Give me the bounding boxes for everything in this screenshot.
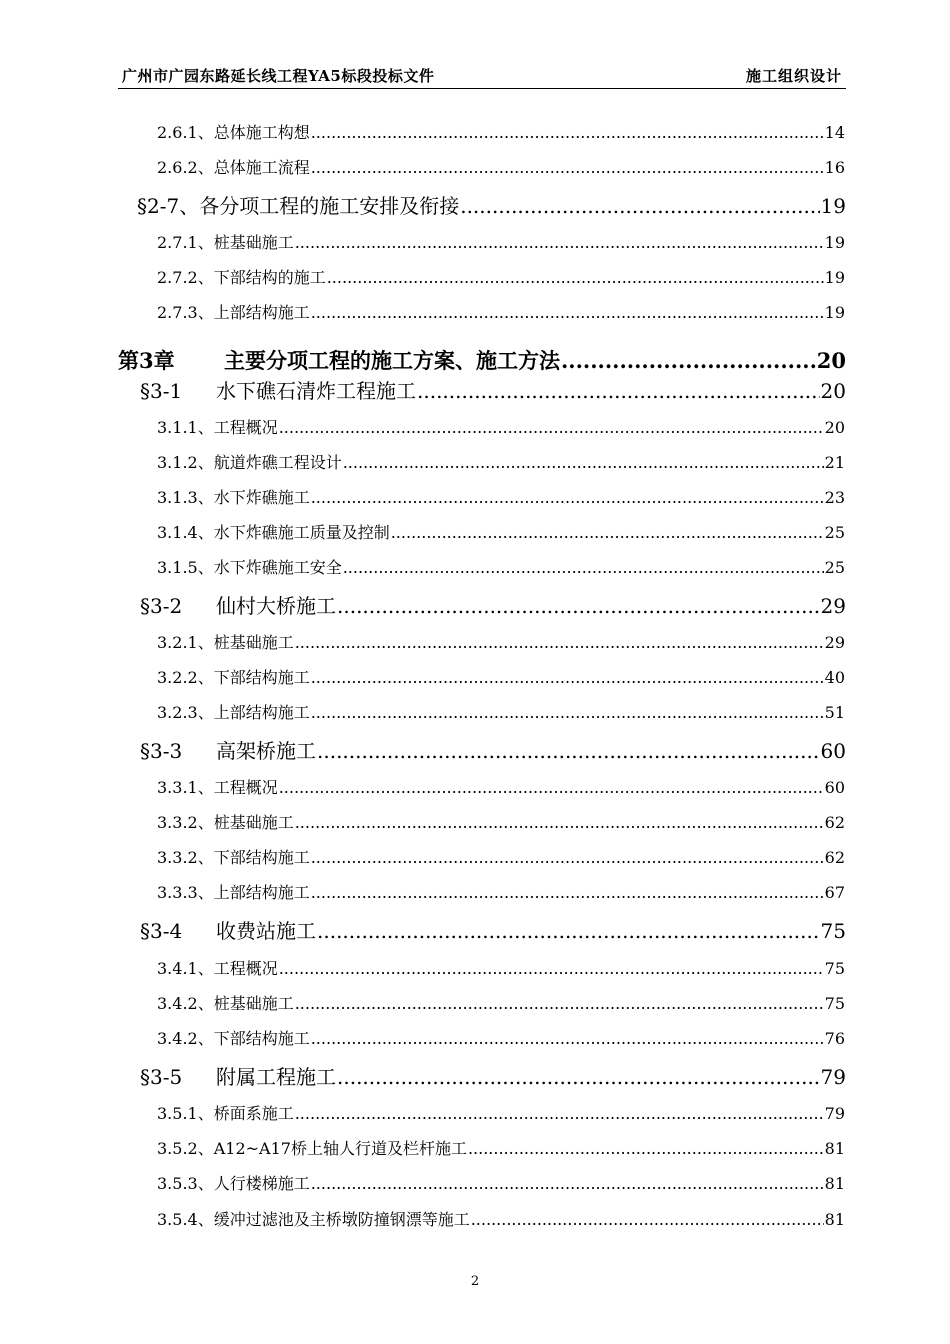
- toc-entry[interactable]: [157, 415, 845, 438]
- toc-entry-page: 19: [824, 233, 845, 252]
- toc-entry[interactable]: [157, 1171, 845, 1194]
- toc-entry-page: 81: [824, 1174, 845, 1193]
- toc-entry-page: 62: [824, 813, 845, 832]
- toc-entry-label: 高架桥施工: [216, 739, 316, 763]
- toc-chapter-number: 第3章: [118, 348, 175, 373]
- toc-section-entry[interactable]: [137, 190, 846, 219]
- toc-entry[interactable]: [157, 1136, 845, 1159]
- toc-entry-label: 3.3.1、工程概况: [157, 778, 278, 797]
- toc-entry-page: 25: [824, 558, 845, 577]
- toc-entry[interactable]: [157, 1101, 845, 1124]
- toc-entry-page: 20: [816, 348, 846, 373]
- toc-section-number: §3-1: [140, 379, 183, 403]
- toc-entry-page: 75: [824, 959, 845, 978]
- toc-leader-dots: [311, 488, 824, 507]
- toc-leader-dots: [471, 1210, 824, 1229]
- page-number: 2: [470, 1274, 480, 1289]
- toc-section-entry[interactable]: [140, 590, 846, 619]
- toc-entry[interactable]: [157, 555, 845, 578]
- toc-entry-page: 19: [824, 268, 845, 287]
- toc-entry-label: 3.1.1、工程概况: [157, 418, 278, 437]
- toc-leader-dots: [327, 268, 824, 287]
- toc-leader-dots: [561, 348, 816, 373]
- toc-leader-dots: [311, 123, 824, 142]
- page-header: [118, 64, 846, 89]
- toc-entry[interactable]: [157, 300, 845, 323]
- toc-entry-page: 60: [824, 778, 845, 797]
- toc-entry-page: 29: [824, 633, 845, 652]
- toc-leader-dots: [279, 959, 824, 978]
- toc-leader-dots: [311, 303, 824, 322]
- toc-entry[interactable]: [157, 120, 845, 143]
- toc-entry-page: 20: [824, 418, 845, 437]
- toc-leader-dots: [311, 703, 824, 722]
- toc-entry-label: 3.1.5、水下炸礁施工安全: [157, 558, 342, 577]
- toc-leader-dots: [311, 883, 824, 902]
- toc-entry[interactable]: [157, 845, 845, 868]
- toc-section-number: §3-2: [140, 594, 183, 618]
- toc-section-entry[interactable]: [140, 1061, 846, 1090]
- toc-leader-dots: [337, 594, 820, 618]
- toc-section-entry[interactable]: [140, 375, 846, 404]
- toc-leader-dots: [279, 778, 824, 797]
- toc-entry-label: 2.6.1、总体施工构想: [157, 123, 310, 142]
- toc-entry-page: 19: [824, 303, 845, 322]
- toc-entry-label: 3.5.2、A12~A17桥上轴人行道及栏杆施工: [157, 1139, 467, 1158]
- toc-entry-page: 67: [824, 883, 845, 902]
- toc-entry[interactable]: [157, 485, 845, 508]
- toc-entry-label: 主要分项工程的施工方案、施工方法: [224, 348, 560, 373]
- toc-entry-page: 79: [824, 1104, 845, 1123]
- toc-entry-page: 16: [824, 158, 845, 177]
- toc-section-number: §3-5: [140, 1065, 183, 1089]
- toc-entry[interactable]: [157, 991, 845, 1014]
- toc-entry[interactable]: [157, 810, 845, 833]
- toc-entry-label: 2.7.3、上部结构施工: [157, 303, 310, 322]
- toc-entry[interactable]: [157, 450, 845, 473]
- toc-entry-label: 3.3.2、桩基础施工: [157, 813, 294, 832]
- header-section-title: 施工组织设计: [745, 67, 842, 85]
- toc-entry-page: 40: [824, 668, 845, 687]
- toc-entry-label: 3.1.2、航道炸礁工程设计: [157, 453, 342, 472]
- toc-entry-page: 21: [824, 453, 845, 472]
- toc-leader-dots: [337, 1065, 820, 1089]
- toc-entry-label: 2.7.1、桩基础施工: [157, 233, 294, 252]
- toc-entry-label: 3.3.2、下部结构施工: [157, 848, 310, 867]
- toc-leader-dots: [417, 379, 820, 403]
- toc-entry[interactable]: [157, 265, 845, 288]
- toc-leader-dots: [295, 813, 824, 832]
- toc-entry-page: 19: [820, 194, 846, 218]
- toc-leader-dots: [460, 194, 819, 218]
- toc-section-number: §3-3: [140, 739, 183, 763]
- toc-entry-label: 3.5.4、缓冲过滤池及主桥墩防撞钢漂等施工: [157, 1210, 470, 1229]
- toc-entry[interactable]: [157, 1207, 845, 1230]
- toc-section-entry[interactable]: [140, 735, 846, 764]
- toc-entry-label: 2.6.2、总体施工流程: [157, 158, 310, 177]
- toc-entry-page: 76: [824, 1029, 845, 1048]
- toc-entry-label: 3.3.3、上部结构施工: [157, 883, 310, 902]
- toc-entry[interactable]: [157, 630, 845, 653]
- toc-leader-dots: [295, 1104, 824, 1123]
- toc-leader-dots: [317, 739, 820, 763]
- toc-entry-label: 水下礁石清炸工程施工: [216, 379, 416, 403]
- toc-entry[interactable]: [157, 1026, 845, 1049]
- toc-leader-dots: [311, 1029, 824, 1048]
- toc-entry-page: 14: [824, 123, 845, 142]
- toc-entry-page: 75: [820, 919, 846, 943]
- toc-entry-page: 51: [824, 703, 845, 722]
- toc-entry-page: 23: [824, 488, 845, 507]
- toc-entry-page: 20: [820, 379, 846, 403]
- toc-entry-label: 3.1.4、水下炸礁施工质量及控制: [157, 523, 390, 542]
- toc-leader-dots: [279, 418, 824, 437]
- toc-entry-page: 81: [824, 1139, 845, 1158]
- toc-entry[interactable]: [157, 520, 845, 543]
- toc-section-number: §3-4: [140, 919, 183, 943]
- toc-entry[interactable]: [157, 155, 845, 178]
- toc-entry-page: 62: [824, 848, 845, 867]
- toc-entry[interactable]: [157, 230, 845, 253]
- toc-entry-label: 附属工程施工: [216, 1065, 336, 1089]
- toc-entry-label: 3.2.2、下部结构施工: [157, 668, 310, 687]
- toc-entry-label: 3.2.1、桩基础施工: [157, 633, 294, 652]
- toc-entry-page: 29: [820, 594, 846, 618]
- toc-chapter-entry[interactable]: [118, 345, 846, 375]
- toc-entry-page: 75: [824, 994, 845, 1013]
- toc-leader-dots: [391, 523, 824, 542]
- toc-entry-label: 3.4.2、下部结构施工: [157, 1029, 310, 1048]
- toc-leader-dots: [343, 453, 824, 472]
- toc-leader-dots: [311, 1174, 824, 1193]
- toc-entry-page: 79: [820, 1065, 846, 1089]
- toc-entry-label: 2.7.2、下部结构的施工: [157, 268, 326, 287]
- toc-entry-label: 3.4.1、工程概况: [157, 959, 278, 978]
- toc-entry-label: 仙村大桥施工: [216, 594, 336, 618]
- toc-entry[interactable]: [157, 956, 845, 979]
- toc-leader-dots: [343, 558, 824, 577]
- toc-entry[interactable]: [157, 665, 845, 688]
- toc-leader-dots: [295, 633, 824, 652]
- toc-entry-label: 收费站施工: [216, 919, 316, 943]
- toc-leader-dots: [468, 1139, 824, 1158]
- toc-leader-dots: [317, 919, 820, 943]
- toc-entry-page: 60: [820, 739, 846, 763]
- toc-entry-page: 81: [824, 1210, 845, 1229]
- toc-entry-page: 25: [824, 523, 845, 542]
- toc-entry[interactable]: [157, 700, 845, 723]
- toc-entry-label: 3.4.2、桩基础施工: [157, 994, 294, 1013]
- toc-entry-label: 3.5.3、人行楼梯施工: [157, 1174, 310, 1193]
- toc-leader-dots: [295, 994, 824, 1013]
- toc-section-entry[interactable]: [140, 915, 846, 944]
- header-document-title: 广州市广园东路延长线工程YA5标段投标文件: [122, 67, 435, 85]
- toc-leader-dots: [311, 848, 824, 867]
- toc-leader-dots: [295, 233, 824, 252]
- toc-entry-label: 3.2.3、上部结构施工: [157, 703, 310, 722]
- toc-entry-label: 3.5.1、桥面系施工: [157, 1104, 294, 1123]
- toc-entry[interactable]: [157, 880, 845, 903]
- toc-leader-dots: [311, 668, 824, 687]
- toc-entry-label: 3.1.3、水下炸礁施工: [157, 488, 310, 507]
- toc-entry[interactable]: [157, 775, 845, 798]
- toc-entry-label: §2-7、各分项工程的施工安排及衔接: [137, 194, 460, 218]
- toc-leader-dots: [311, 158, 824, 177]
